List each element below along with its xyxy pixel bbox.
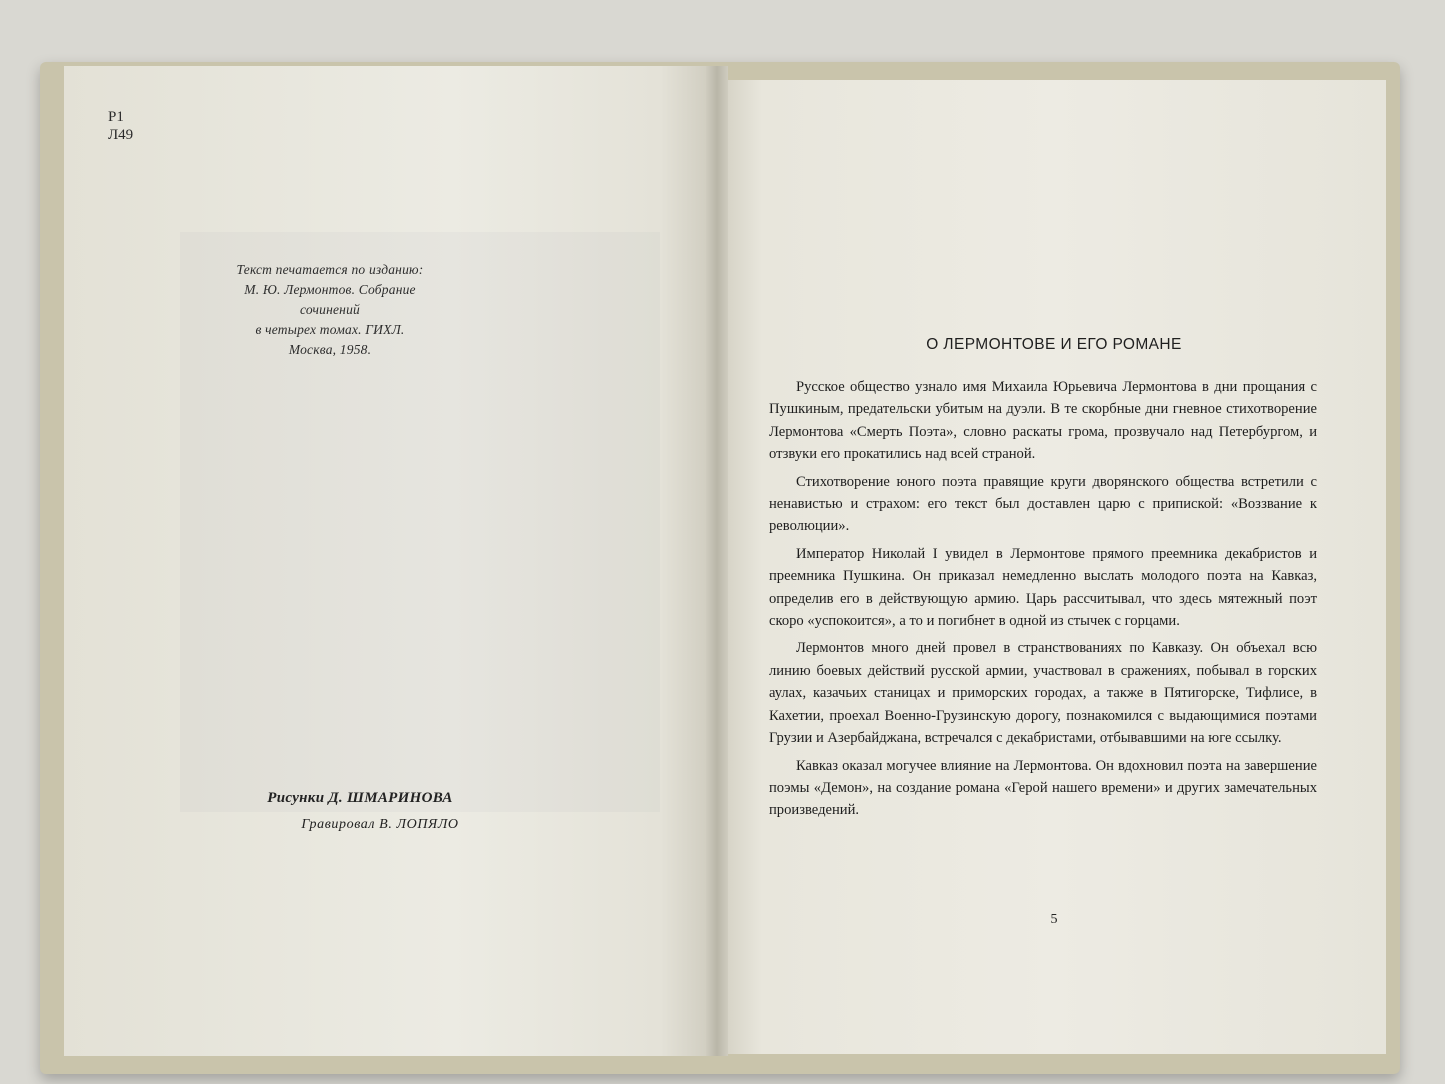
body-text <box>769 376 1317 822</box>
engraver-credit: Гравировал В. ЛОПЯЛО <box>301 817 459 832</box>
edition-note <box>235 260 425 360</box>
edition-note-line: в четырех томах. ГИХЛ. Москва, 1958. <box>255 322 405 357</box>
call-number-line: Р1 <box>108 109 124 125</box>
paragraph: Стихотворение юного поэта правящие круги дворянского общества встретили с ненавистью и страхом: его текст был доставлен царю с припиской: «Воззвание к революции». <box>769 473 1317 535</box>
paragraph: Император Николай I увидел в Лермонтове прямого преемника декабристов и преемника Пушкина. Он приказал немедленно выслать молодого поэта на Кавказ, определив его в действующую армию. Царь рассчитывал, что здесь мятежный поэт скоро «успокоится», а то и погибнет в одной из стычек с горцами. <box>769 545 1317 630</box>
paragraph: Кавказ оказал могучее влияние на Лермонтова. Он вдохновил поэта на завершение поэмы «Демон», на создание романа «Герой нашего времени» и других замечательных произведений. <box>769 757 1317 819</box>
paragraph: Лермонтов много дней провел в странствованиях по Кавказу. Он объехал всю линию боевых действий русской армии, участвовал в сражениях, побывал в горских аулах, казачьих станицах и приморских городах, а также в Пятигорске, Тифлисе, в Кахетии, проехал Военно-Грузинскую дорогу, познакомился с выдающимися поэтами Грузии и Азербайджана, встречался с декабристами, отбывавшими на юге ссылку. <box>769 640 1317 747</box>
chapter-title: О ЛЕРМОНТОВЕ И ЕГО РОМАНЕ <box>926 336 1182 353</box>
book-gutter <box>706 66 728 1056</box>
paragraph: Русское общество узнало имя Михаила Юрьевича Лермонтова в дни прощания с Пушкиным, предательски убитым на дуэли. В те скорбные дни гневное стихотворение Лермонтова «Смерть Поэта», словно раскаты грома, прозвучало над Петербургом, и отзвуки его прокатились над всей страной. <box>769 379 1317 463</box>
edition-note-line: М. Ю. Лермонтов. Собрание сочинений <box>244 282 416 317</box>
illustrator-credit: Рисунки Д. ШМАРИНОВА <box>267 790 453 806</box>
page-number: 5 <box>1050 912 1058 927</box>
edition-note-line: Текст печатается по изданию: <box>236 262 424 277</box>
call-number <box>108 108 133 144</box>
credits <box>200 790 520 833</box>
call-number-line: Л49 <box>108 127 134 143</box>
